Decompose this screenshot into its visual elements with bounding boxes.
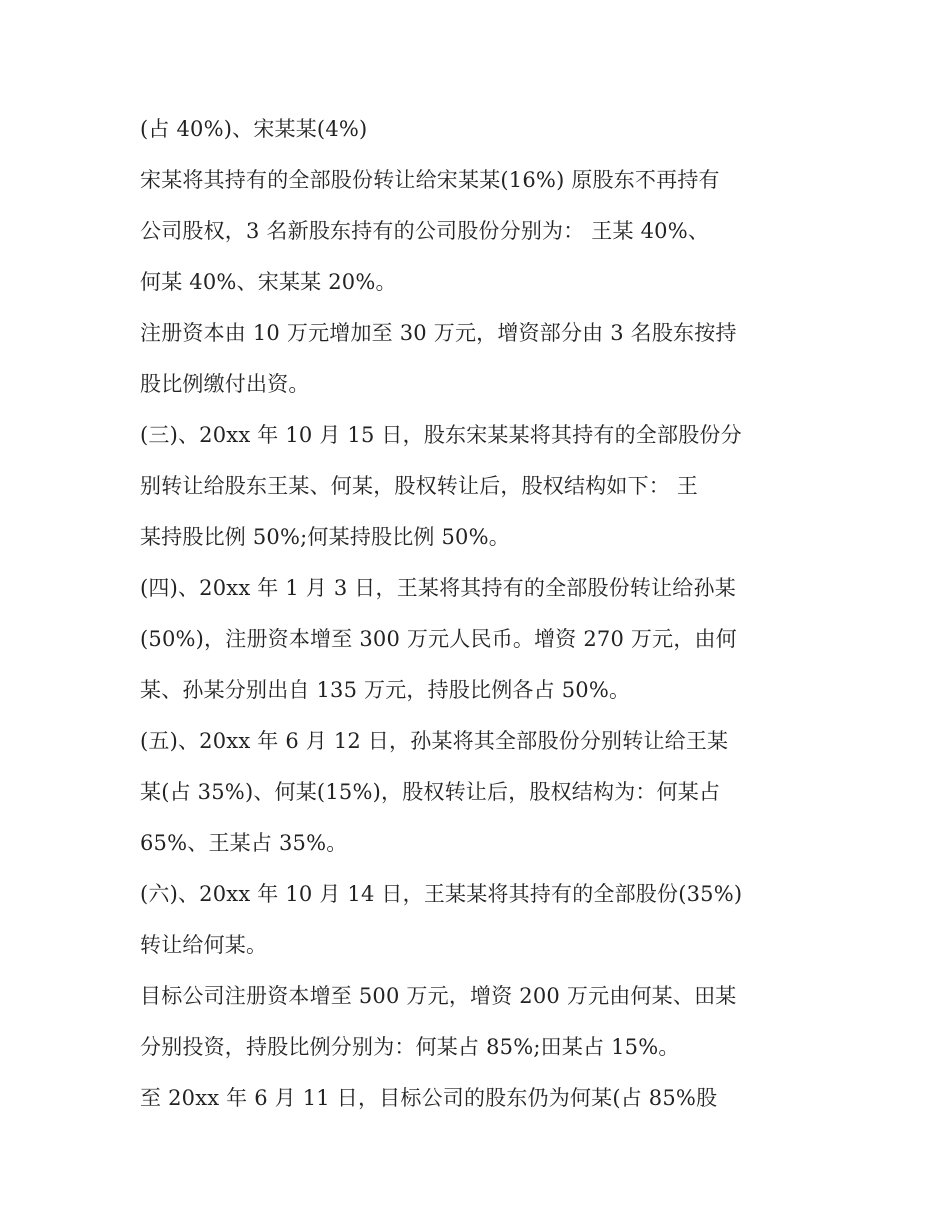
text-line: 某持股比例 50%;何某持股比例 50%。 <box>140 525 510 549</box>
text-line: 至 20xx 年 6 月 11 日，目标公司的股东仍为何某(占 85%股 <box>140 1086 718 1110</box>
text-line: 65%、王某占 35%。 <box>140 831 348 855</box>
text-line: 注册资本由 10 万元增加至 30 万元，增资部分由 3 名股东按持 <box>140 321 737 345</box>
text-line: 宋某将其持有的全部股份转让给宋某某(16%) 原股东不再持有 <box>140 168 720 192</box>
text-line: 目标公司注册资本增至 500 万元，增资 200 万元由何某、田某 <box>140 984 737 1008</box>
text-line: 股比例缴付出资。 <box>140 372 310 396</box>
text-line: (占 40%)、宋某某(4%) <box>140 117 368 141</box>
document-body <box>140 104 820 1124</box>
text-line: 转让给何某。 <box>140 933 268 957</box>
text-line: 公司股权，3 名新股东持有的公司股份分别为： 王某 40%、 <box>140 219 710 243</box>
text-line: (五)、20xx 年 6 月 12 日，孙某将其全部股份分别转让给王某 <box>140 729 729 753</box>
text-line: (六)、20xx 年 10 月 14 日，王某某将其持有的全部股份(35%) <box>140 882 743 906</box>
text-line: 某、孙某分别出自 135 万元，持股比例各占 50%。 <box>140 678 631 702</box>
text-line: (三)、20xx 年 10 月 15 日，股东宋某某将其持有的全部股份分 <box>140 423 742 447</box>
text-line: (四)、20xx 年 1 月 3 日，王某将其持有的全部股份转让给孙某 <box>140 576 736 600</box>
text-line: (50%)，注册资本增至 300 万元人民币。增资 270 万元，由何 <box>140 627 737 651</box>
text-line: 何某 40%、宋某某 20%。 <box>140 270 397 294</box>
text-line: 某(占 35%)、何某(15%)，股权转让后，股权结构为：何某占 <box>140 780 721 804</box>
text-line: 分别投资，持股比例分别为：何某占 85%;田某占 15%。 <box>140 1035 680 1059</box>
text-line: 别转让给股东王某、何某，股权转让后，股权结构如下： 王 <box>140 474 699 498</box>
